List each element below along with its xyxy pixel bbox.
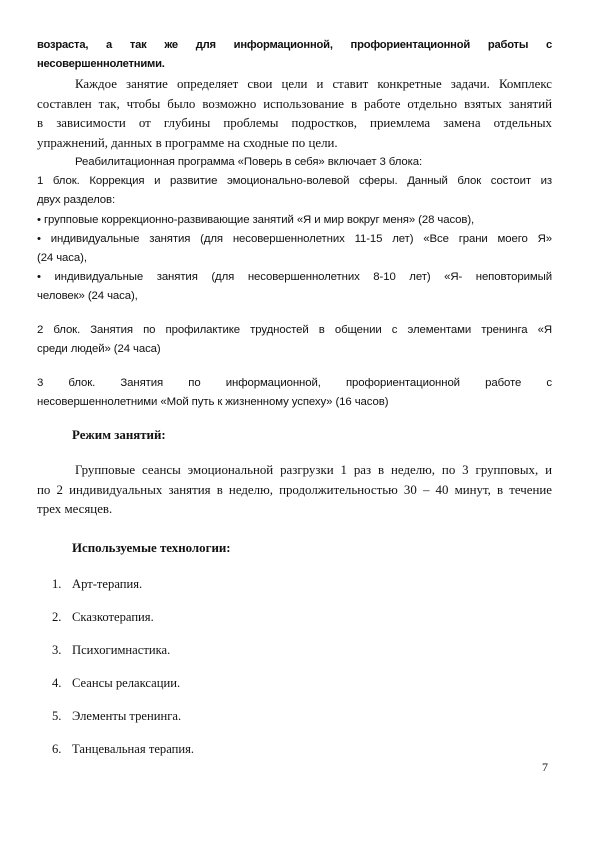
paragraph-intro-line-3: в зависимости от глубины проблемы подростков, приемлема замена отдельных (37, 116, 552, 130)
list-item-number: 1. (52, 577, 62, 591)
block1-bullet-1: • групповые коррекционно-развивающие занятий «Я и мир вокруг меня» (28 часов), (37, 214, 475, 226)
list-item-text: Танцевальная терапия. (72, 742, 195, 756)
list-item-number: 6. (52, 742, 62, 756)
list-item (52, 610, 154, 625)
list-item (52, 643, 170, 658)
schedule-line-1: Групповые сеансы эмоциональной разгрузки 1 раз в неделю, по 3 групповых, и (75, 463, 552, 477)
page-number: 7 (542, 760, 548, 774)
block1-bullet-2: • индивидуальные занятия (для несовершеннолетних 11-15 лет) «Все грани моего Я» (37, 233, 552, 245)
list-item-text: Арт-терапия. (72, 577, 143, 591)
list-item-text: Психогимнастика. (72, 643, 171, 657)
list-item-text: Сказкотерапия. (72, 610, 154, 624)
schedule-heading: Режим занятий: (72, 428, 166, 442)
paragraph-continuation-line-1: возраста, а так же для информационной, профориентационной работы с (37, 39, 552, 51)
list-item (52, 676, 180, 691)
list-item-number: 2. (52, 610, 62, 624)
paragraph-intro-line-1: Каждое занятие определяет свои цели и ставит конкретные задачи. Комплекс (75, 77, 552, 91)
block3-line-1: 3 блок. Занятия по информационной, профориентационной работе с (37, 377, 552, 389)
program-intro: Реабилитационная программа «Поверь в себя» включает 3 блока: (75, 156, 423, 168)
schedule-line-2: по 2 индивидуальных занятия в неделю, продолжительностью 30 – 40 минут, в течение (37, 483, 552, 497)
schedule-line-3: трех месяцев. (37, 502, 113, 516)
block1-bullet-2-cont: (24 часа), (37, 252, 87, 264)
list-item (52, 709, 181, 724)
list-item-number: 4. (52, 676, 62, 690)
paragraph-intro-line-2: составлен так, чтобы было возможно использование в работе отдельно взятых занятий (37, 97, 552, 111)
block2-line-2: среди людей» (24 часа) (37, 343, 161, 355)
block2-line-1: 2 блок. Занятия по профилактике трудностей в общении с элементами тренинга «Я (37, 324, 552, 336)
paragraph-continuation-line-2: несовершеннолетними. (37, 58, 165, 70)
block1-bullet-3: • индивидуальные занятия (для несовершеннолетних 8-10 лет) «Я- неповторимый (37, 271, 552, 283)
list-item (52, 742, 194, 757)
list-item-text: Сеансы релаксации. (72, 676, 181, 690)
paragraph-intro-line-4: упражнений, данных в программе на сходные по цели. (37, 136, 338, 150)
block1-line-2: двух разделов: (37, 194, 116, 206)
list-item (52, 577, 142, 592)
list-item-number: 5. (52, 709, 62, 723)
block1-line-1: 1 блок. Коррекция и развитие эмоционально-волевой сферы. Данный блок состоит из (37, 175, 552, 187)
technologies-heading: Используемые технологии: (72, 541, 231, 555)
block3-line-2: несовершеннолетними «Мой путь к жизненному успеху» (16 часов) (37, 396, 389, 408)
list-item-text: Элементы тренинга. (72, 709, 182, 723)
block1-bullet-3-cont: человек» (24 часа), (37, 290, 138, 302)
list-item-number: 3. (52, 643, 62, 657)
